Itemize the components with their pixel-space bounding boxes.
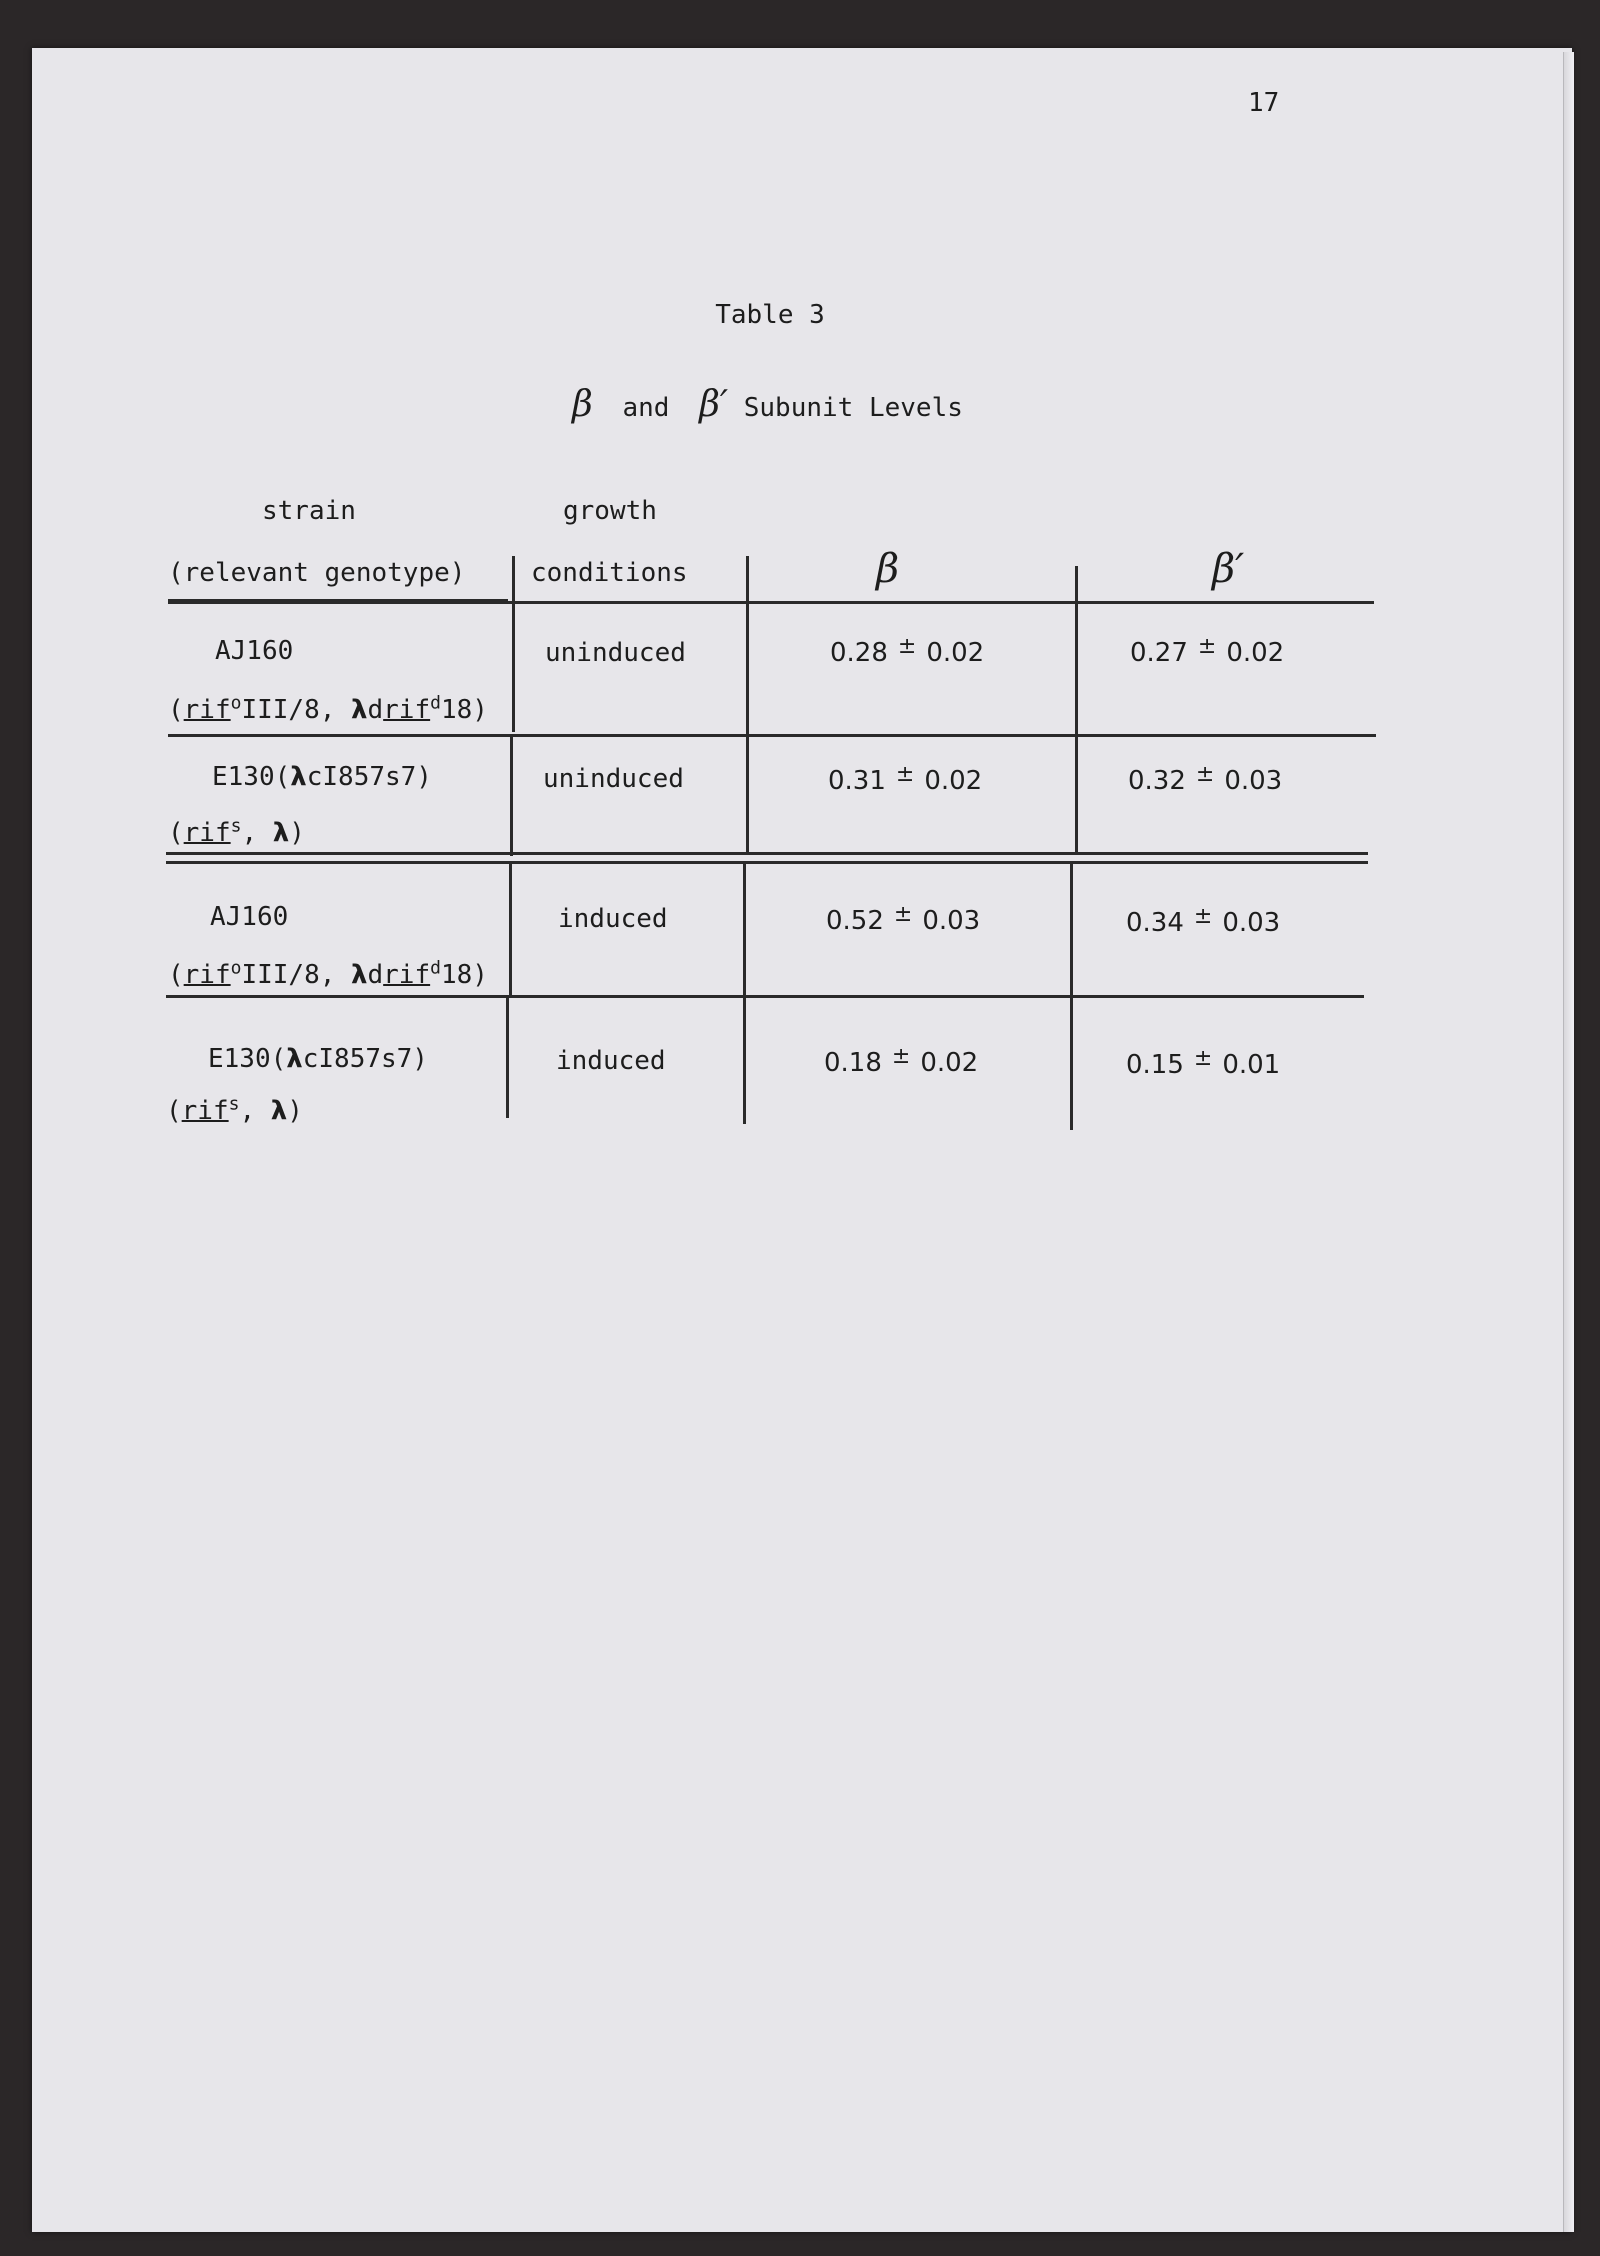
- col-divider-2b: [743, 864, 746, 1124]
- row4-beta: 0.18 ± 0.02: [824, 1044, 979, 1078]
- table-label: Table 3: [715, 300, 825, 330]
- row2-condition: uninduced: [543, 764, 684, 794]
- row2-genotype: (rif$^s$, λ): [168, 815, 305, 848]
- title-and: and: [622, 393, 670, 423]
- col-divider-1a: [512, 556, 515, 732]
- row3-condition: induced: [558, 904, 668, 934]
- header-rule: [168, 601, 1374, 604]
- header-growth: growth: [563, 496, 657, 526]
- row2-beta-prime: 0.32 ± 0.03: [1128, 762, 1283, 796]
- header-strain: strain: [262, 496, 356, 526]
- row4-beta-prime: 0.15 ± 0.01: [1126, 1046, 1281, 1080]
- row1-strain: AJ160: [215, 636, 294, 666]
- row-rule-3: [166, 995, 1364, 998]
- col-divider-3a: [1075, 566, 1078, 854]
- row3-beta: 0.52 ± 0.03: [826, 902, 981, 936]
- row2-beta: 0.31 ± 0.02: [828, 762, 983, 796]
- row3-strain: AJ160: [210, 902, 289, 932]
- col-divider-1c: [509, 864, 512, 996]
- title-beta-prime: β′: [699, 384, 729, 425]
- double-rule-top: [166, 852, 1368, 855]
- header-beta: β: [876, 546, 900, 592]
- row1-genotype: (rif$^o$III/8, λdrif$^d$18): [168, 692, 488, 725]
- col-divider-3b: [1070, 864, 1073, 1130]
- header-genotype: (relevant genotype): [168, 558, 466, 588]
- row3-genotype: (rif$^o$III/8, λdrif$^d$18): [168, 957, 488, 990]
- row3-beta-prime: 0.34 ± 0.03: [1126, 904, 1281, 938]
- row4-condition: induced: [556, 1046, 666, 1076]
- paper-sheet: [32, 48, 1572, 2232]
- col-divider-1b: [510, 736, 513, 856]
- row4-genotype: (rif$^s$, λ): [166, 1093, 303, 1126]
- double-rule-bottom: [166, 861, 1368, 864]
- row1-condition: uninduced: [545, 638, 686, 668]
- row4-strain: E130(λcI857s7): [208, 1044, 428, 1074]
- col-divider-2a: [746, 556, 749, 854]
- row-rule-1: [168, 734, 1376, 737]
- title-beta: β: [572, 384, 593, 425]
- header-conditions: conditions: [531, 558, 688, 588]
- row2-strain: E130(λcI857s7): [212, 762, 432, 792]
- header-beta-prime: β′: [1212, 546, 1245, 592]
- table-title: [572, 384, 963, 425]
- paper-edge: [1563, 52, 1574, 2232]
- page-number: 17: [1248, 88, 1280, 118]
- title-rest: Subunit Levels: [743, 393, 963, 423]
- row1-beta: 0.28 ± 0.02: [830, 634, 985, 668]
- col-divider-1d: [506, 998, 509, 1118]
- row1-beta-prime: 0.27 ± 0.02: [1130, 634, 1285, 668]
